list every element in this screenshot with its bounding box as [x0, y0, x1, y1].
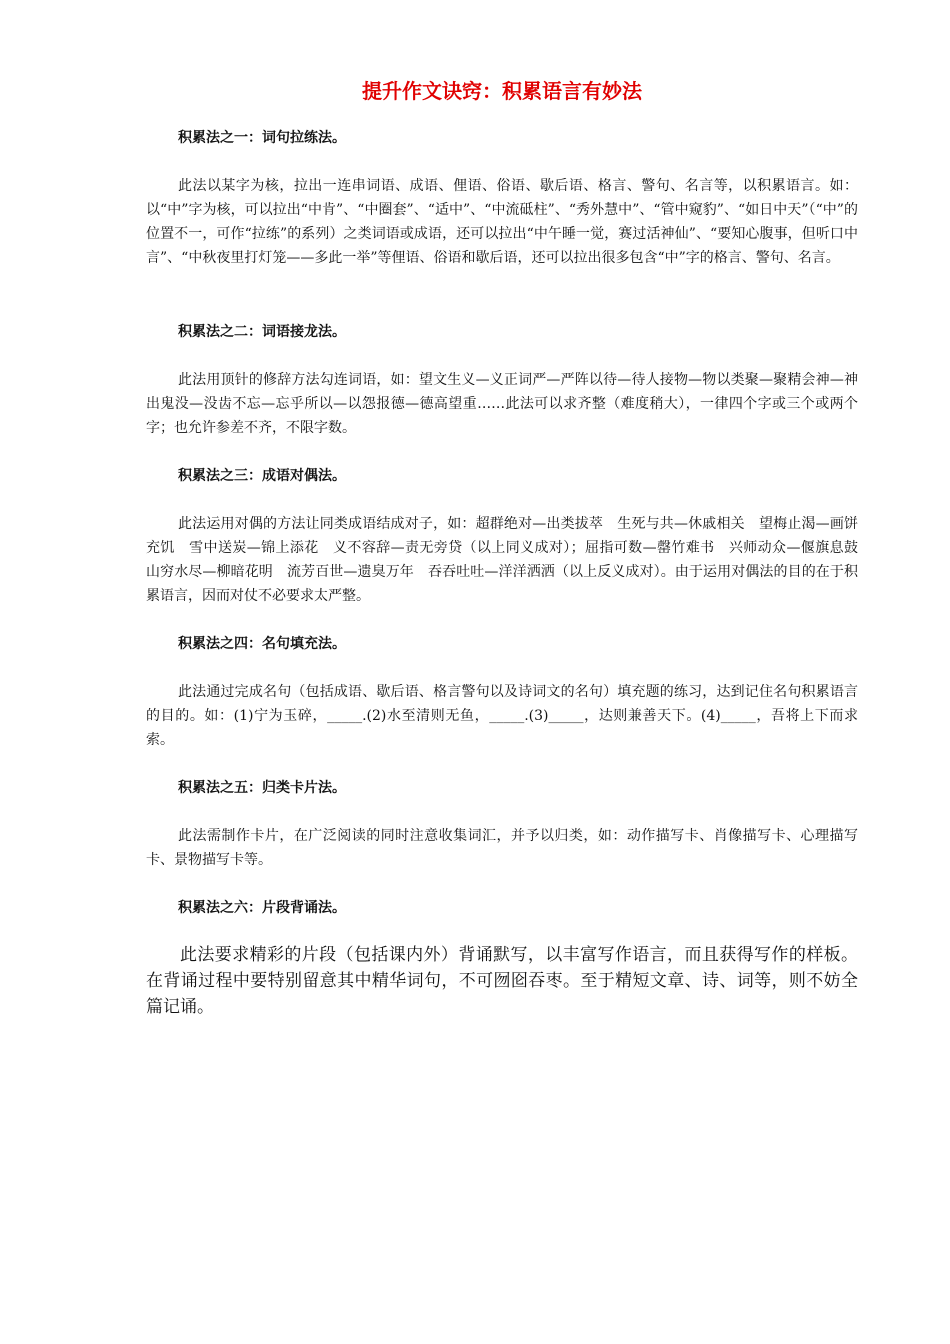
section-heading-1: 积累法之一：词句拉练法。 — [178, 130, 346, 146]
section-body-2: 此法用顶针的修辞方法勾连词语，如：望文生义—义正词严—严阵以待—待人接物—物以类聚—聚精会神—神出鬼没—没齿不忘—忘乎所以—以怨报德—德高望重……此法可以求齐整（难度稍大），一律四个字或三个或两个字；也允许参差不齐，不限字数。 — [146, 372, 858, 436]
section-body-3: 此法运用对偶的方法让同类成语结成对子，如：超群绝对—出类拔萃 生死与共—休戚相关 望梅止渴—画饼充饥 雪中送炭—锦上添花 义不容辞—责无旁贷（以上同义成对）；屈指可数—罄竹难书 兴师动众—偃旗息鼓 山穷水尽—柳暗花明 流芳百世—遗臭万年 吞吞吐吐—洋洋洒洒（以上反义成对）。由于运用对偶法的目的在于积累语言，因而对仗不必要求太严整。 — [146, 516, 872, 604]
section-heading-2: 积累法之二：词语接龙法。 — [178, 324, 346, 340]
section-heading-3: 积累法之三：成语对偶法。 — [178, 468, 346, 484]
document-title: 提升作文诀窍：积累语言有妙法 — [362, 79, 642, 103]
section-heading-4: 积累法之四：名句填充法。 — [178, 636, 346, 652]
section-body-6: 此法要求精彩的片段（包括课内外）背诵默写，以丰富写作语言，而且获得写作的样板。在背诵过程中要特别留意其中精华词句，不可囫囵吞枣。至于精短文章、诗、词等，则不妨全篇记诵。 — [146, 945, 858, 1017]
section-heading-5: 积累法之五：归类卡片法。 — [178, 780, 346, 796]
section-body-5: 此法需制作卡片，在广泛阅读的同时注意收集词汇，并予以归类，如：动作描写卡、肖像描写卡、心理描写卡、景物描写卡等。 — [146, 828, 858, 868]
section-body-1: 此法以某字为核，拉出一连串词语、成语、俚语、俗语、歇后语、格言、警句、名言等，以积累语言。如：以“中”字为核，可以拉出“中肯”、“中圈套”、“适中”、“中流砥柱”、“秀外慧中”、“管中窥豹”、“如日中天”（“中”的位置不一，可作“拉练”的系列）之类词语或成语，还可以拉出“中午睡一觉，赛过活神仙”、“要知心腹事，但听口中言”、“中秋夜里打灯笼——多此一举”等俚语、俗语和歇后语，还可以拉出很多包含“中”字的格言、警句、名言。 — [146, 178, 858, 266]
section-body-4: 此法通过完成名句（包括成语、歇后语、格言警句以及诗词文的名句）填充题的练习，达到记住名句积累语言的目的。如：(1)宁为玉碎，_____.(2)水至清则无鱼，_____.(3)_____，达则兼善天下。(4)_____，吾将上下而求索。 — [146, 684, 858, 748]
section-heading-6: 积累法之六：片段背诵法。 — [178, 900, 346, 916]
